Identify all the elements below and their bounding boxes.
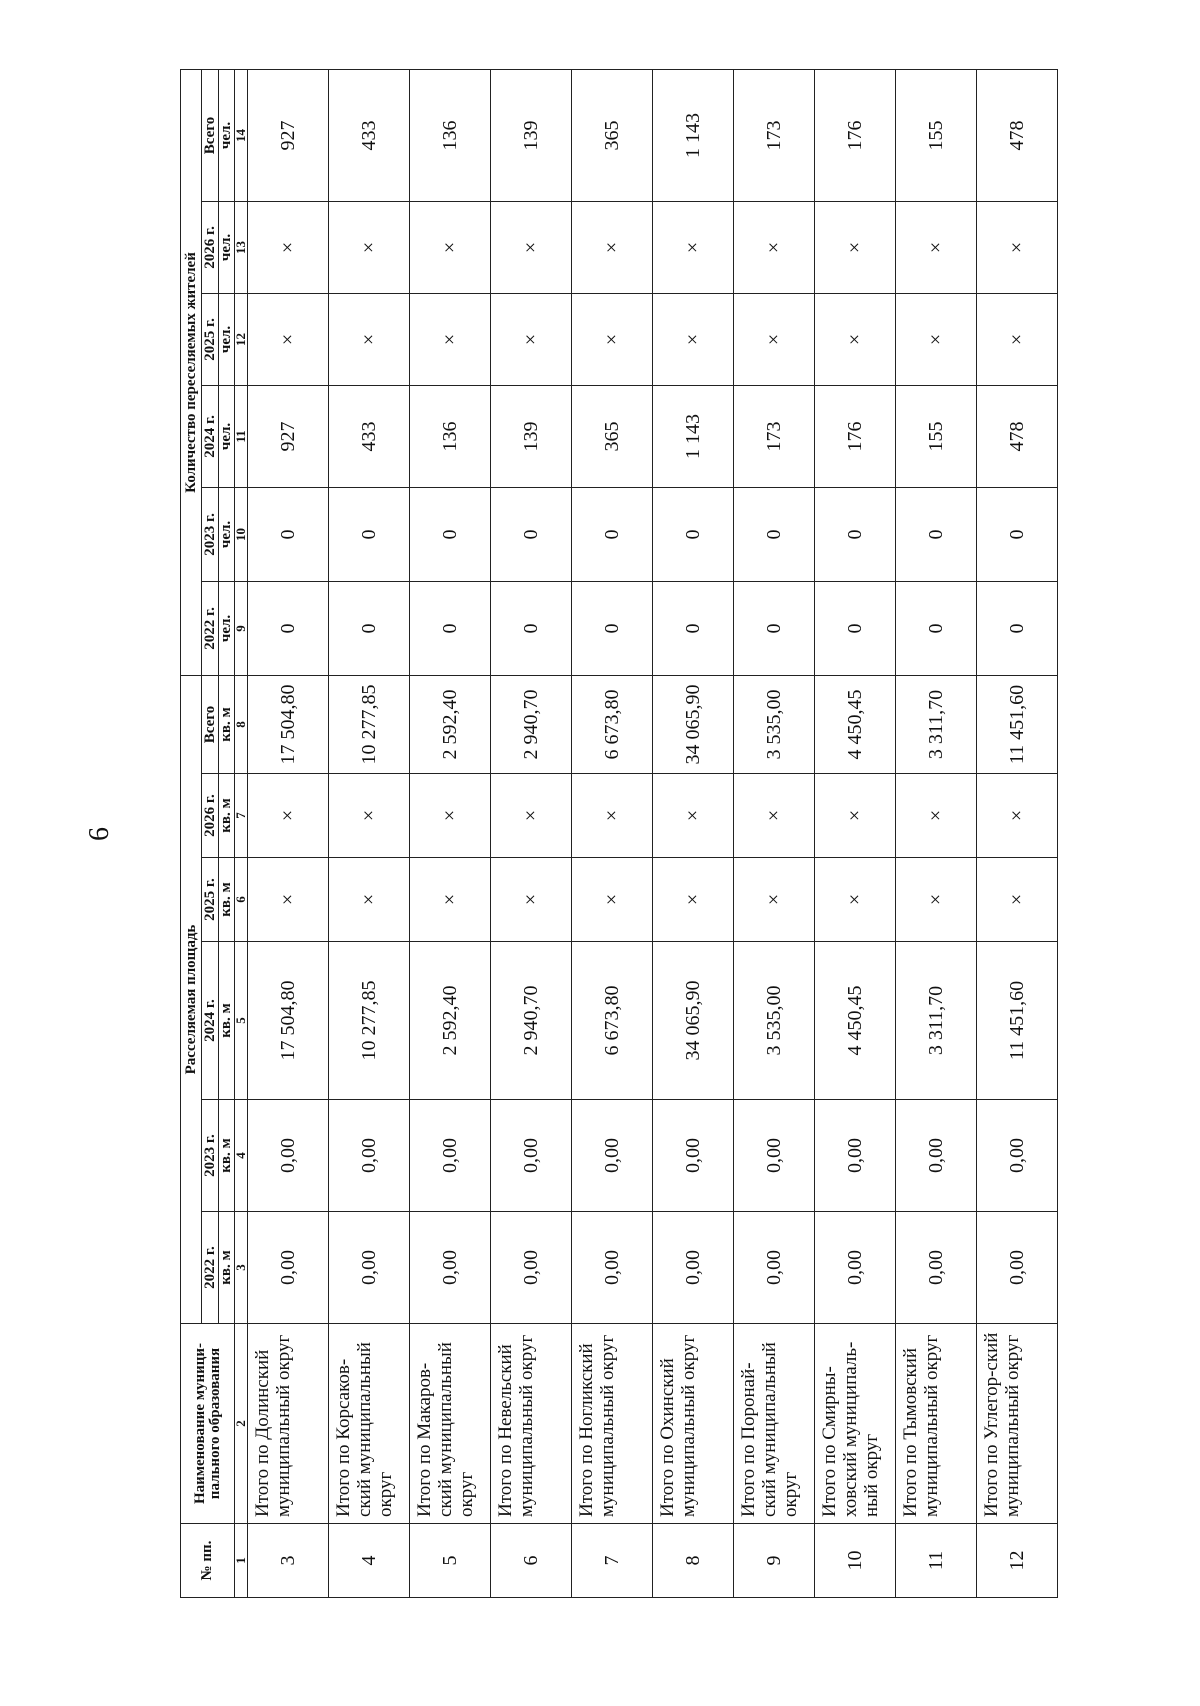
people-2024: 176 — [815, 385, 896, 487]
people-2022: 0 — [977, 581, 1058, 675]
area-2022: 0,00 — [329, 1212, 410, 1324]
header-num: № пп. — [181, 1524, 235, 1598]
people-2022: 0 — [491, 581, 572, 675]
area-2023: 0,00 — [896, 1100, 977, 1212]
table-row — [734, 69, 815, 1597]
row-number: 3 — [248, 1524, 329, 1598]
area-2023: 0,00 — [977, 1100, 1058, 1212]
people-2022: 0 — [572, 581, 653, 675]
people-2024: 365 — [572, 385, 653, 487]
people-2023: 0 — [491, 487, 572, 581]
resettlement-table — [180, 69, 1058, 1598]
area-2026: × — [572, 774, 653, 858]
people-unit-header: чел. — [219, 581, 235, 675]
area-2026: × — [653, 774, 734, 858]
people-2024: 1 143 — [653, 385, 734, 487]
area-2023: 0,00 — [572, 1100, 653, 1212]
people-2026: × — [329, 201, 410, 293]
area-2025: × — [896, 858, 977, 942]
people-total: 136 — [410, 69, 491, 201]
municipality-name: Итого по Углегор-ский муниципальный округ — [977, 1324, 1058, 1524]
area-2025: × — [734, 858, 815, 942]
area-total: 2 940,70 — [491, 675, 572, 773]
table-row — [329, 69, 410, 1597]
table-row — [815, 69, 896, 1597]
table-row — [653, 69, 734, 1597]
area-2023: 0,00 — [329, 1100, 410, 1212]
area-2023: 0,00 — [410, 1100, 491, 1212]
people-2024: 136 — [410, 385, 491, 487]
table-row — [572, 69, 653, 1597]
municipality-name: Итого по Смирны-ховский муниципаль-ный округ — [815, 1324, 896, 1524]
area-total: 11 451,60 — [977, 675, 1058, 773]
area-2022: 0,00 — [653, 1212, 734, 1324]
area-unit-header: кв. м — [219, 675, 235, 773]
column-number: 13 — [235, 201, 248, 293]
area-unit-header: кв. м — [219, 942, 235, 1100]
people-year-header: 2025 г. — [202, 293, 219, 385]
area-2025: × — [410, 858, 491, 942]
people-2025: × — [248, 293, 329, 385]
row-number: 5 — [410, 1524, 491, 1598]
people-2022: 0 — [410, 581, 491, 675]
area-year-header: 2026 г. — [202, 774, 219, 858]
header-name: Наименование муници-пального образования — [181, 1324, 235, 1524]
people-unit-header: чел. — [219, 293, 235, 385]
municipality-name: Итого по Поронай-ский муниципальный округ — [734, 1324, 815, 1524]
municipality-name: Итого по Невельский муниципальный округ — [491, 1324, 572, 1524]
municipality-name: Итого по Охинский муниципальный округ — [653, 1324, 734, 1524]
area-2025: × — [815, 858, 896, 942]
people-total: 478 — [977, 69, 1058, 201]
area-2023: 0,00 — [248, 1100, 329, 1212]
area-2026: × — [896, 774, 977, 858]
people-2026: × — [896, 201, 977, 293]
column-number: 9 — [235, 581, 248, 675]
column-number: 1 — [235, 1524, 248, 1598]
row-number: 9 — [734, 1524, 815, 1598]
row-number: 11 — [896, 1524, 977, 1598]
people-total: 927 — [248, 69, 329, 201]
people-2026: × — [410, 201, 491, 293]
row-number: 4 — [329, 1524, 410, 1598]
people-2025: × — [734, 293, 815, 385]
area-total: 17 504,80 — [248, 675, 329, 773]
people-year-header: 2024 г. — [202, 385, 219, 487]
people-2024: 433 — [329, 385, 410, 487]
area-2026: × — [329, 774, 410, 858]
page-number: 6 — [84, 827, 115, 841]
column-number: 12 — [235, 293, 248, 385]
people-2022: 0 — [248, 581, 329, 675]
people-2023: 0 — [248, 487, 329, 581]
people-2022: 0 — [329, 581, 410, 675]
people-2025: × — [329, 293, 410, 385]
people-2025: × — [896, 293, 977, 385]
area-unit-header: кв. м — [219, 1212, 235, 1324]
people-unit-header: чел. — [219, 385, 235, 487]
people-year-header: 2022 г. — [202, 581, 219, 675]
people-2026: × — [653, 201, 734, 293]
area-2022: 0,00 — [977, 1212, 1058, 1324]
people-2024: 155 — [896, 385, 977, 487]
people-year-header: 2023 г. — [202, 487, 219, 581]
column-number: 14 — [235, 69, 248, 201]
people-2026: × — [815, 201, 896, 293]
people-total: 365 — [572, 69, 653, 201]
area-total: 10 277,85 — [329, 675, 410, 773]
area-2023: 0,00 — [491, 1100, 572, 1212]
rotated-page — [84, 70, 1036, 1598]
column-number: 7 — [235, 774, 248, 858]
row-number: 8 — [653, 1524, 734, 1598]
people-2026: × — [248, 201, 329, 293]
area-2024: 3 535,00 — [734, 942, 815, 1100]
area-2026: × — [734, 774, 815, 858]
column-number: 4 — [235, 1100, 248, 1212]
table-row — [410, 69, 491, 1597]
row-number: 6 — [491, 1524, 572, 1598]
area-2025: × — [653, 858, 734, 942]
people-2023: 0 — [977, 487, 1058, 581]
area-2024: 6 673,80 — [572, 942, 653, 1100]
area-2023: 0,00 — [653, 1100, 734, 1212]
area-2022: 0,00 — [572, 1212, 653, 1324]
municipality-name: Итого по Тымовский муниципальный округ — [896, 1324, 977, 1524]
area-2022: 0,00 — [896, 1212, 977, 1324]
people-2025: × — [977, 293, 1058, 385]
area-2024: 4 450,45 — [815, 942, 896, 1100]
people-2023: 0 — [734, 487, 815, 581]
people-2026: × — [734, 201, 815, 293]
area-total: 3 311,70 — [896, 675, 977, 773]
area-2025: × — [977, 858, 1058, 942]
area-2026: × — [977, 774, 1058, 858]
area-total: 34 065,90 — [653, 675, 734, 773]
people-2024: 139 — [491, 385, 572, 487]
area-2022: 0,00 — [815, 1212, 896, 1324]
area-2022: 0,00 — [491, 1212, 572, 1324]
people-2026: × — [572, 201, 653, 293]
people-2023: 0 — [815, 487, 896, 581]
area-unit-header: кв. м — [219, 858, 235, 942]
area-total: 4 450,45 — [815, 675, 896, 773]
people-total: 1 143 — [653, 69, 734, 201]
municipality-name: Итого по Долинский муниципальный округ — [248, 1324, 329, 1524]
area-year-header: 2022 г. — [202, 1212, 219, 1324]
area-total-header: Всего — [202, 675, 219, 773]
area-2026: × — [248, 774, 329, 858]
area-year-header: 2025 г. — [202, 858, 219, 942]
area-2024: 17 504,80 — [248, 942, 329, 1100]
header-area-group: Расселяемая площадь — [181, 675, 202, 1323]
people-2025: × — [410, 293, 491, 385]
row-number: 12 — [977, 1524, 1058, 1598]
table-row — [896, 69, 977, 1597]
area-year-header: 2024 г. — [202, 942, 219, 1100]
people-2024: 173 — [734, 385, 815, 487]
row-number: 7 — [572, 1524, 653, 1598]
municipality-name: Итого по Макаров-ский муниципальный округ — [410, 1324, 491, 1524]
area-2025: × — [572, 858, 653, 942]
people-2023: 0 — [896, 487, 977, 581]
people-2022: 0 — [653, 581, 734, 675]
column-number: 8 — [235, 675, 248, 773]
people-unit-header: чел. — [219, 201, 235, 293]
table-row — [977, 69, 1058, 1597]
people-total: 176 — [815, 69, 896, 201]
people-2023: 0 — [572, 487, 653, 581]
area-2024: 10 277,85 — [329, 942, 410, 1100]
area-2025: × — [329, 858, 410, 942]
area-unit-header: кв. м — [219, 774, 235, 858]
people-2022: 0 — [896, 581, 977, 675]
area-unit-header: кв. м — [219, 1100, 235, 1212]
area-2023: 0,00 — [734, 1100, 815, 1212]
area-2024: 11 451,60 — [977, 942, 1058, 1100]
people-2025: × — [491, 293, 572, 385]
area-total: 6 673,80 — [572, 675, 653, 773]
people-2025: × — [653, 293, 734, 385]
people-total: 139 — [491, 69, 572, 201]
people-2023: 0 — [410, 487, 491, 581]
people-2024: 478 — [977, 385, 1058, 487]
people-2023: 0 — [329, 487, 410, 581]
column-number: 5 — [235, 942, 248, 1100]
area-2025: × — [491, 858, 572, 942]
people-2025: × — [815, 293, 896, 385]
row-number: 10 — [815, 1524, 896, 1598]
people-total: 173 — [734, 69, 815, 201]
municipality-name: Итого по Корсаков-ский муниципальный округ — [329, 1324, 410, 1524]
people-2022: 0 — [734, 581, 815, 675]
column-number: 6 — [235, 858, 248, 942]
people-2022: 0 — [815, 581, 896, 675]
area-2022: 0,00 — [410, 1212, 491, 1324]
area-2023: 0,00 — [815, 1100, 896, 1212]
area-2026: × — [815, 774, 896, 858]
area-year-header: 2023 г. — [202, 1100, 219, 1212]
area-2026: × — [491, 774, 572, 858]
area-2022: 0,00 — [734, 1212, 815, 1324]
municipality-name: Итого по Ногликский муниципальный округ — [572, 1324, 653, 1524]
area-2026: × — [410, 774, 491, 858]
column-number: 11 — [235, 385, 248, 487]
people-2026: × — [977, 201, 1058, 293]
area-2024: 3 311,70 — [896, 942, 977, 1100]
column-number: 2 — [235, 1324, 248, 1524]
people-total: 155 — [896, 69, 977, 201]
header-residents-group: Количество переселяемых жителей — [181, 69, 202, 675]
people-2026: × — [491, 201, 572, 293]
column-number: 3 — [235, 1212, 248, 1324]
people-unit-header: чел. — [219, 69, 235, 201]
people-2025: × — [572, 293, 653, 385]
people-2024: 927 — [248, 385, 329, 487]
table-row — [491, 69, 572, 1597]
people-total: 433 — [329, 69, 410, 201]
people-total-header: Всего — [202, 69, 219, 201]
area-2024: 34 065,90 — [653, 942, 734, 1100]
area-total: 3 535,00 — [734, 675, 815, 773]
area-2022: 0,00 — [248, 1212, 329, 1324]
area-2024: 2 940,70 — [491, 942, 572, 1100]
table-row — [248, 69, 329, 1597]
people-2023: 0 — [653, 487, 734, 581]
area-2025: × — [248, 858, 329, 942]
people-unit-header: чел. — [219, 487, 235, 581]
area-total: 2 592,40 — [410, 675, 491, 773]
column-number: 10 — [235, 487, 248, 581]
area-2024: 2 592,40 — [410, 942, 491, 1100]
people-year-header: 2026 г. — [202, 201, 219, 293]
